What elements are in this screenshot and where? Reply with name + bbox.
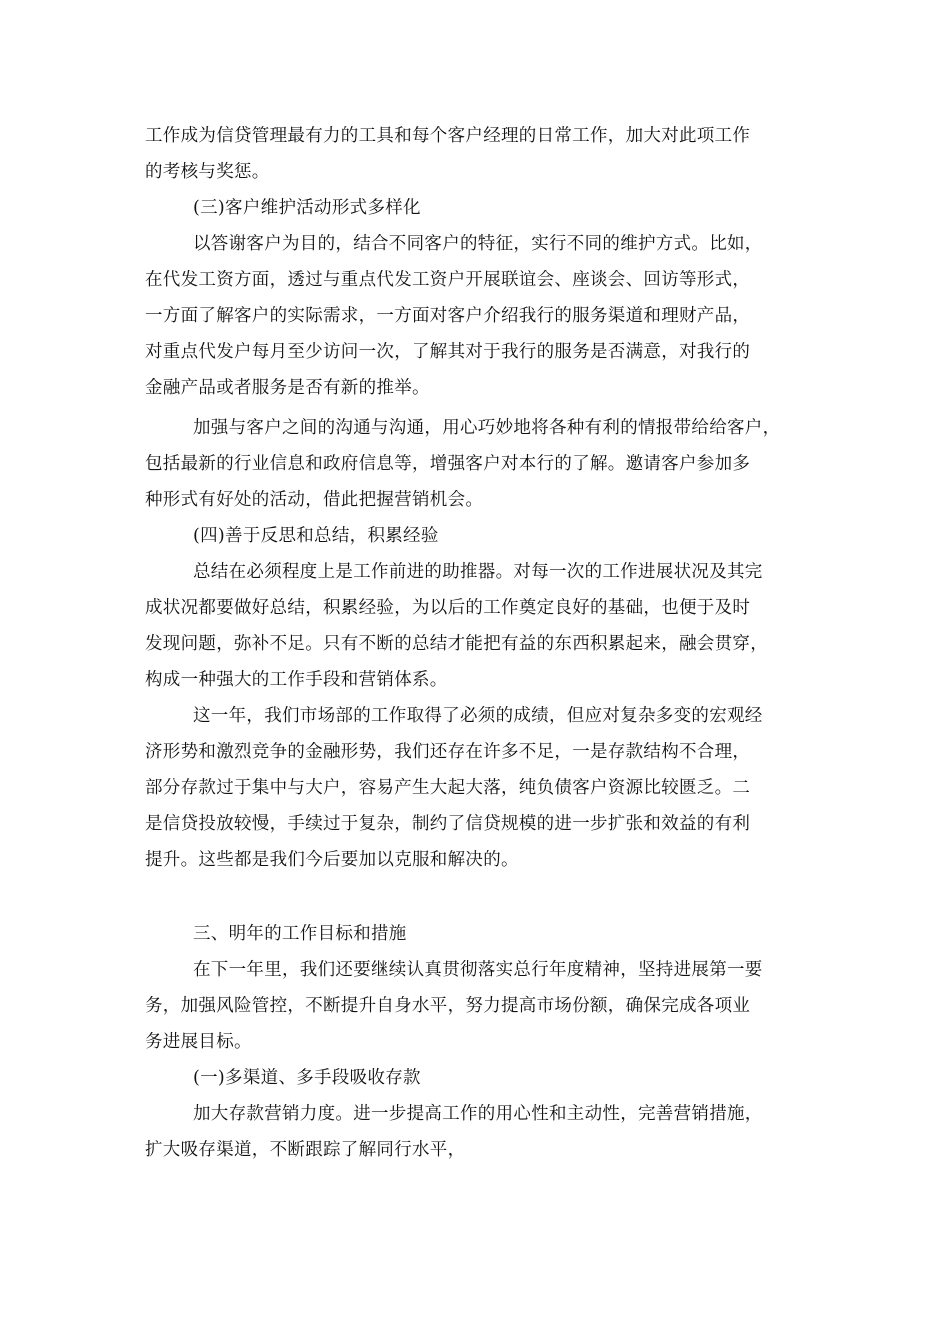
paragraph-line: 金融产品或者服务是否有新的推举。: [145, 378, 430, 398]
paragraph-line: 这一年，我们市场部的工作取得了必须的成绩，但应对复杂多变的宏观经: [193, 706, 763, 726]
paragraph-line: 提升。这些都是我们今后要加以克服和解决的。: [145, 850, 519, 870]
paragraph-line: 成状况都要做好总结，积累经验，为以后的工作奠定良好的基础，也便于及时: [145, 598, 751, 618]
paragraph-line: 务进展目标。: [145, 1032, 252, 1052]
paragraph-line: 扩大吸存渠道，不断跟踪了解同行水平，: [145, 1140, 466, 1160]
paragraph-line: 以答谢客户为目的，结合不同客户的特征，实行不同的维护方式。比如，: [193, 234, 763, 254]
paragraph-line: 的考核与奖惩。: [145, 162, 270, 182]
paragraph-line: 发现问题，弥补不足。只有不断的总结才能把有益的东西积累起来，融会贯穿，: [145, 634, 768, 654]
paragraph-line: 济形势和激烈竞争的金融形势，我们还存在许多不足，一是存款结构不合理，: [145, 742, 751, 762]
paragraph-line: 一方面了解客户的实际需求，一方面对客户介绍我行的服务渠道和理财产品，: [145, 306, 751, 326]
paragraph-line: 对重点代发户每月至少访问一次，了解其对于我行的服务是否满意，对我行的: [145, 342, 751, 362]
paragraph-line: 工作成为信贷管理最有力的工具和每个客户经理的日常工作，加大对此项工作: [145, 126, 751, 146]
section-heading: (四)善于反思和总结，积累经验: [193, 526, 439, 546]
paragraph-line: 加强与客户之间的沟通与沟通，用心巧妙地将各种有利的情报带给给客户，: [193, 418, 781, 438]
section-heading: 三、明年的工作目标和措施: [193, 924, 407, 944]
section-heading: (一)多渠道、多手段吸收存款: [193, 1068, 421, 1088]
paragraph-line: 在代发工资方面，透过与重点代发工资户开展联谊会、座谈会、回访等形式，: [145, 270, 751, 290]
paragraph-line: 种形式有好处的活动，借此把握营销机会。: [145, 490, 484, 510]
paragraph-line: 在下一年里，我们还要继续认真贯彻落实总行年度精神，坚持进展第一要: [193, 960, 763, 980]
section-heading: (三)客户维护活动形式多样化: [193, 198, 421, 218]
paragraph-line: 是信贷投放较慢，手续过于复杂，制约了信贷规模的进一步扩张和效益的有利: [145, 814, 751, 834]
paragraph-line: 包括最新的行业信息和政府信息等，增强客户对本行的了解。邀请客户参加多: [145, 454, 751, 474]
paragraph-line: 加大存款营销力度。进一步提高工作的用心性和主动性，完善营销措施，: [193, 1104, 763, 1124]
paragraph-line: 总结在必须程度上是工作前进的助推器。对每一次的工作进展状况及其完: [193, 562, 763, 582]
paragraph-line: 部分存款过于集中与大户，容易产生大起大落，纯负债客户资源比较匮乏。二: [145, 778, 751, 798]
paragraph-line: 构成一种强大的工作手段和营销体系。: [145, 670, 448, 690]
paragraph-line: 务，加强风险管控，不断提升自身水平，努力提高市场份额，确保完成各项业: [145, 996, 751, 1016]
